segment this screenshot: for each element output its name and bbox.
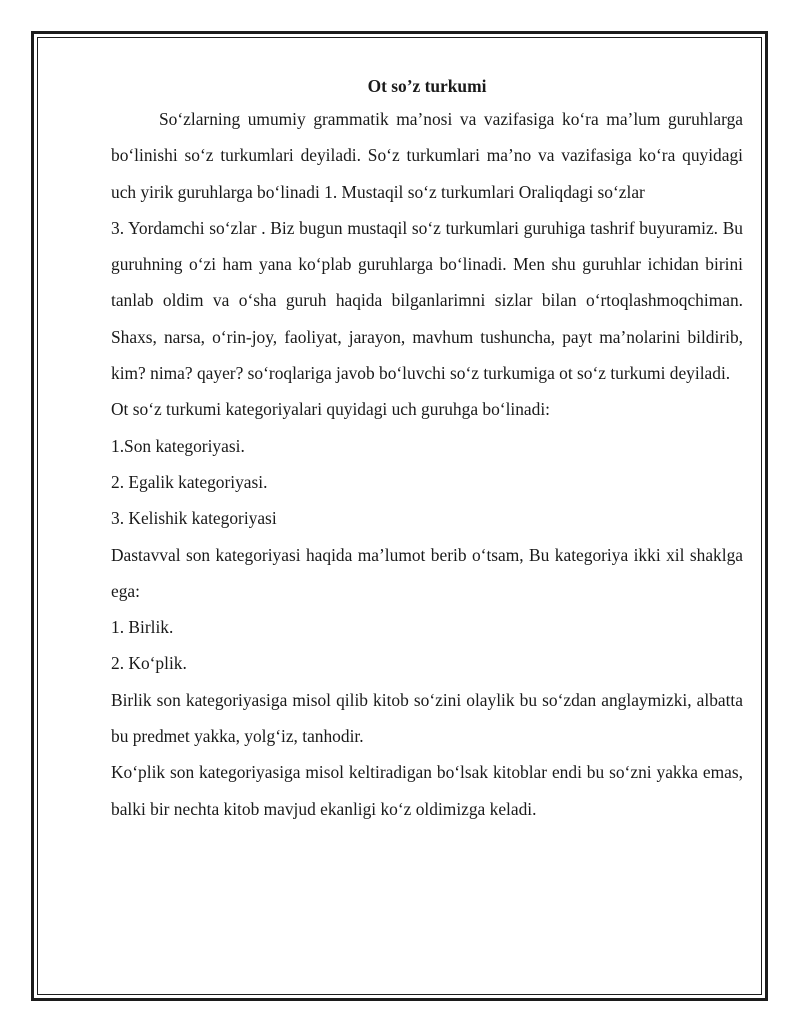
- list-item-egalik: 2. Egalik kategoriyasi.: [111, 471, 268, 492]
- paragraph-yordamchi: 3. Yordamchi so‘zlar . Biz bugun mustaqil so‘z turkumlari guruhiga tashrif buyuramiz. Bu guruhning o‘zi ham yana ko‘plab guruhlarga bo‘linadi. Men shu guruhlar ichidan birini tanlab oldim va o‘sha guruh haqida bilganlarimni sizlar bilan o‘rtoqlashmoqchiman. Shaxs, narsa, o‘rin-joy, faoliyat, jarayon, mavhum tushuncha, payt ma’nolarini bildirib, kim? nima? qayer? so‘roqlariga javob bo‘luvchi so‘z turkumiga ot so‘z turkumi deyiladi.: [111, 217, 743, 384]
- paragraph-koplik-misol: Ko‘plik son kategoriyasiga misol keltiradigan bo‘lsak kitoblar endi bu so‘zni yakka emas, balki bir nechta kitob mavjud ekanligi ko‘z oldimizga keladi.: [111, 762, 743, 819]
- paragraph-son-kategoriya: Dastavval son kategoriyasi haqida ma’lumot berib o‘tsam, Bu kategoriya ikki xil shaklga ega:: [111, 544, 743, 601]
- document-title: Ot so’z turkumi: [367, 76, 487, 96]
- document-body: [111, 72, 743, 827]
- paragraph-intro: So‘zlarning umumiy grammatik ma’nosi va vazifasiga ko‘ra ma’lum guruhlarga bo‘linishi so‘z turkumlari deyiladi. So‘z turkumlari ma’no va vazifasiga ko‘ra quyidagi uch yirik guruhlarga bo‘linadi 1. Mustaqil so‘z turkumlari Oraliqdagi so‘zlar: [111, 109, 743, 202]
- list-item-birlik: 1. Birlik.: [111, 617, 174, 638]
- list-item-son: 1.Son kategoriyasi.: [111, 435, 245, 456]
- list-item-koplik: 2. Ko‘plik.: [111, 653, 187, 674]
- paragraph-categories-intro: Ot so‘z turkumi kategoriyalari quyidagi uch guruhga bo‘linadi:: [111, 399, 551, 420]
- list-item-kelishik: 3. Kelishik kategoriyasi: [111, 508, 277, 529]
- paragraph-birlik-misol: Birlik son kategoriyasiga misol qilib kitob so‘zini olaylik bu so‘zdan anglaymizki, albatta bu predmet yakka, yolg‘iz, tanhodir.: [111, 689, 743, 747]
